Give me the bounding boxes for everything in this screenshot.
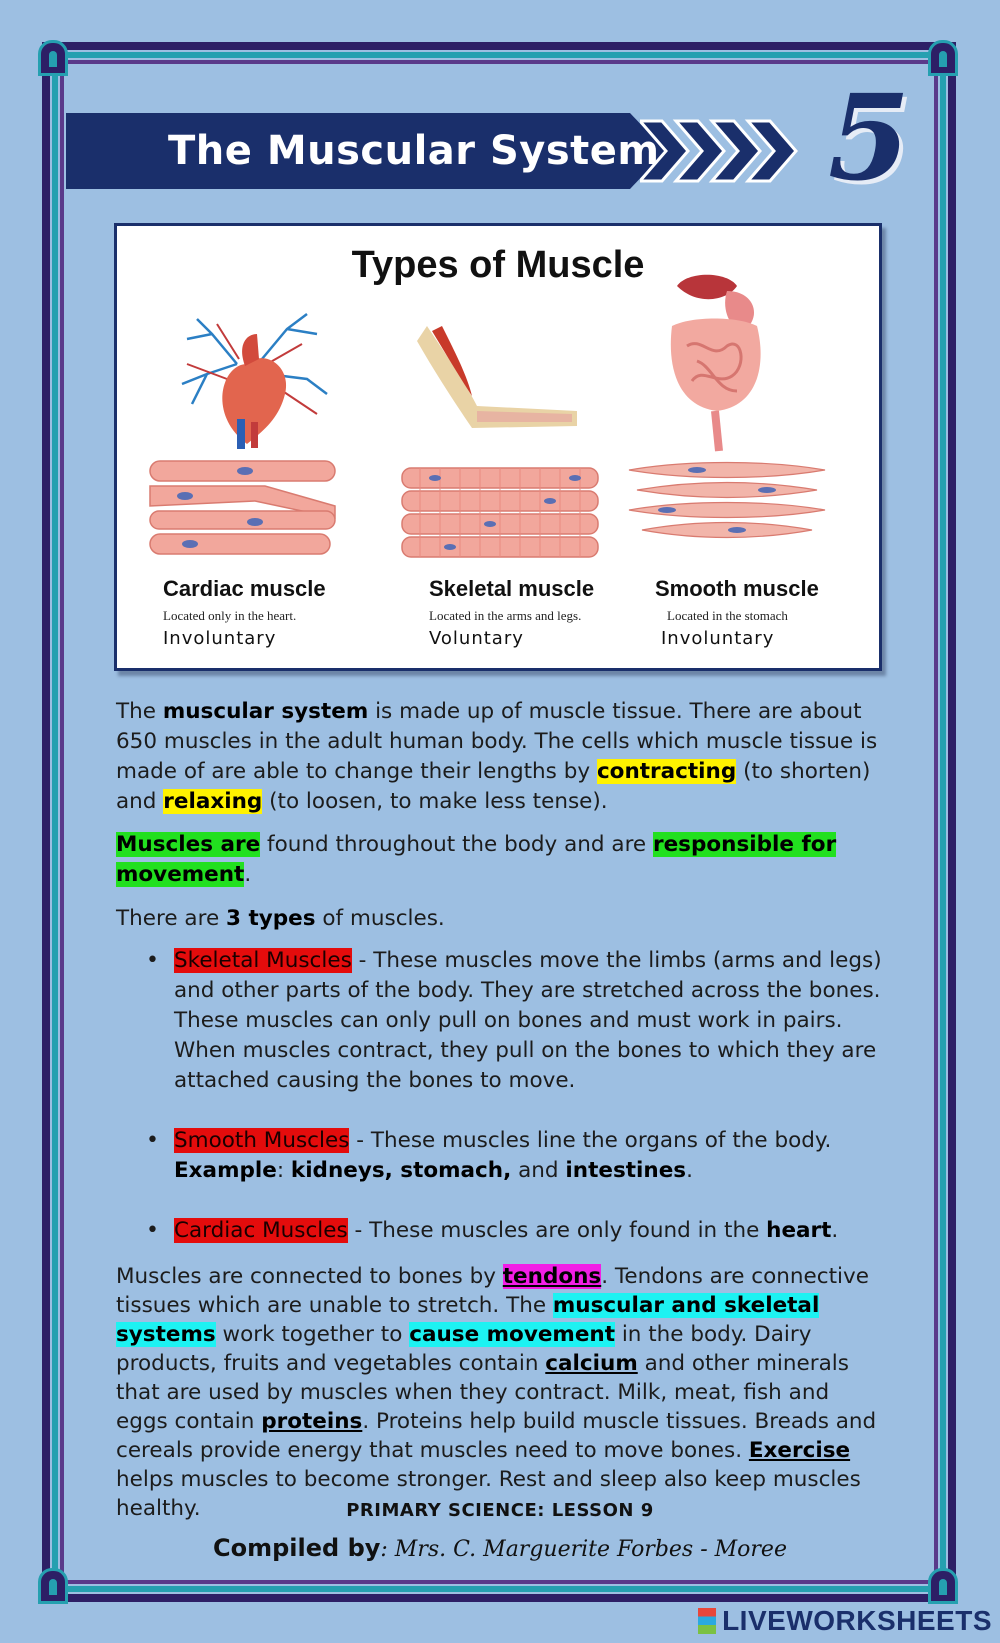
term-muscular-system: muscular system xyxy=(162,699,369,724)
types-intro: There are 3 types of muscles. xyxy=(116,906,445,931)
movement-paragraph: Muscles are found throughout the body and are responsible for movement. xyxy=(116,832,837,887)
muscle-location: Located in the arms and legs. xyxy=(429,608,582,623)
muscle-name: Smooth muscle xyxy=(655,576,819,601)
list-item-skeletal: • Skeletal Muscles - These muscles move the limbs (arms and legs) and other parts of the body. They are stretched across the bones. These muscles can only pull on bones and must work in pairs. When muscles contract, they pull on the bones to which they are attached causing the bones to move. xyxy=(116,946,886,1096)
highlight-muscles-are: Muscles are xyxy=(116,832,261,857)
label-cardiac-muscles: Cardiac Muscles xyxy=(174,1218,348,1243)
compiled-by: Compiled by: Mrs. C. Marguerite Forbes - Moree xyxy=(213,1534,787,1562)
page-title: The Muscular System xyxy=(168,128,660,174)
frame-corner-ornament xyxy=(928,1568,958,1604)
list-item-cardiac: • Cardiac Muscles - These muscles are only found in the heart. xyxy=(116,1216,886,1246)
heart-illustration xyxy=(167,304,337,454)
author-signature: : Mrs. C. Marguerite Forbes - Moree xyxy=(380,1537,787,1562)
cardiac-fiber-illustration xyxy=(145,456,340,561)
tendons-paragraph: Muscles are connected to bones by tendons. Tendons are connective tissues which are unable to stretch. The muscular and skeletal systems work together to cause movement in the body. Dairy products, fruits and vegetables contain calcium and other minerals that are used by muscles when they contract. Milk, meat, fish and eggs contain proteins. Proteins help build muscle tissues. Breads and cereals provide energy that muscles need to move bones. Exercise helps muscles to become stronger. Rest and sleep also keep muscles healthy. xyxy=(116,1264,877,1521)
muscle-control: Involuntary xyxy=(163,628,277,649)
term-calcium: calcium xyxy=(545,1351,638,1376)
muscle-name: Cardiac muscle xyxy=(163,576,326,601)
lesson-number: 5 xyxy=(828,68,911,207)
figure-title: Types of Muscle xyxy=(351,244,645,286)
term-exercise: Exercise xyxy=(748,1438,851,1463)
skeletal-fiber-illustration xyxy=(400,466,600,561)
frame-corner-ornament xyxy=(928,40,958,76)
term-relaxing: relaxing xyxy=(163,789,263,814)
highlight-muscular-skeletal-systems: muscular and skeletal systems xyxy=(116,1293,820,1347)
muscle-types-list xyxy=(116,946,886,1246)
term-3-types: 3 types xyxy=(226,906,316,931)
types-of-muscle-figure xyxy=(114,223,882,671)
term-tendons: tendons xyxy=(502,1264,602,1289)
muscle-control: Involuntary xyxy=(661,628,775,649)
liveworksheets-logo-icon xyxy=(698,1608,716,1634)
muscle-type-smooth xyxy=(655,576,895,649)
muscle-type-cardiac xyxy=(163,576,403,649)
intro-paragraph: The muscular system is made up of muscle tissue. There are about 650 muscles in the adult human body. The cells which muscle tissue is made of are able to change their lengths by contracting (to shorten) and relaxing (to loosen, to make less tense). xyxy=(116,699,878,814)
smooth-fiber-illustration xyxy=(627,458,827,543)
chevron-arrows-icon xyxy=(640,113,820,189)
term-proteins: proteins xyxy=(261,1409,363,1434)
term-contracting: contracting xyxy=(596,759,737,784)
muscle-location: Located in the stomach xyxy=(667,608,788,623)
liveworksheets-watermark: LIVEWORKSHEETS xyxy=(698,1605,992,1637)
digestive-organs-illustration xyxy=(657,266,777,456)
muscle-control: Voluntary xyxy=(429,628,524,649)
label-smooth-muscles: Smooth Muscles xyxy=(174,1128,350,1153)
frame-corner-ornament xyxy=(38,40,68,76)
muscle-name: Skeletal muscle xyxy=(429,576,595,601)
arm-muscle-illustration xyxy=(417,316,587,436)
highlight-responsible-for-movement: responsible for movement xyxy=(116,832,837,887)
lesson-label: PRIMARY SCIENCE: LESSON 9 xyxy=(346,1500,654,1521)
muscle-type-skeletal xyxy=(429,576,669,649)
highlight-cause-movement: cause movement xyxy=(409,1322,615,1347)
label-skeletal-muscles: Skeletal Muscles xyxy=(174,948,352,973)
frame-corner-ornament xyxy=(38,1568,68,1604)
muscle-location: Located only in the heart. xyxy=(163,608,297,623)
list-item-smooth: • Smooth Muscles - These muscles line the organs of the body. Example: kidneys, stomach, and intestines. xyxy=(116,1126,886,1186)
